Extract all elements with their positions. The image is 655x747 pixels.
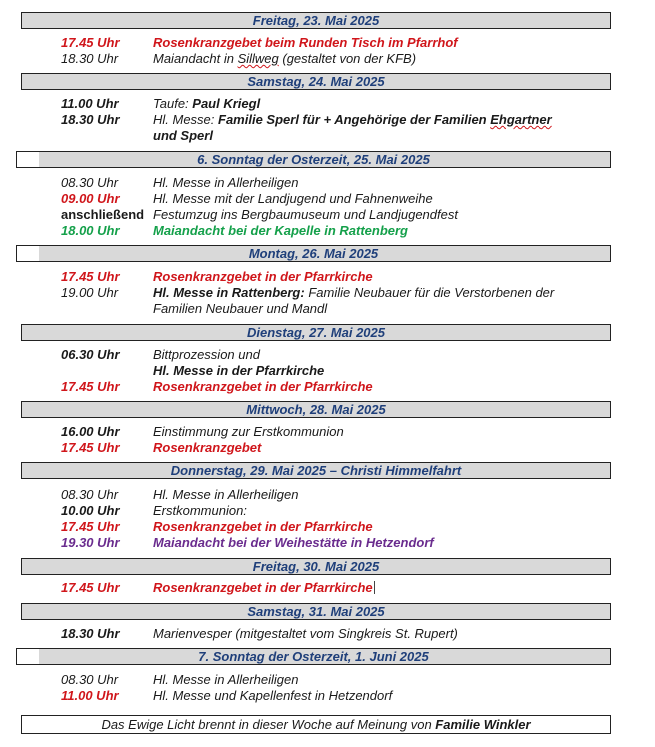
day-header: Montag, 26. Mai 2025	[16, 245, 611, 262]
schedule-entry	[0, 347, 655, 363]
entry-time: 11.00 Uhr	[61, 688, 119, 703]
day-header: Donnerstag, 29. Mai 2025 – Christi Himmelfahrt	[21, 462, 611, 479]
entry-description: Hl. Messe in Rattenberg: Familie Neubauer für die Verstorbenen der	[153, 285, 555, 300]
entry-time: 06.30 Uhr	[61, 347, 120, 362]
entry-description: Maiandacht bei der Weihestätte in Hetzendorf	[153, 535, 434, 550]
schedule-entry	[0, 363, 655, 379]
entry-time: 18.30 Uhr	[61, 626, 120, 641]
entry-time: 19.30 Uhr	[61, 535, 120, 550]
entry-time: 17.45 Uhr	[61, 35, 120, 50]
schedule-entry	[0, 223, 655, 239]
entry-description: Familien Neubauer und Mandl	[153, 301, 328, 316]
day-header: 6. Sonntag der Osterzeit, 25. Mai 2025	[16, 151, 611, 168]
schedule-entry-continuation	[0, 301, 655, 317]
entry-time: 18.00 Uhr	[61, 223, 120, 238]
schedule-entry	[0, 285, 655, 301]
entry-description: Rosenkranzgebet beim Runden Tisch im Pfarrhof	[153, 35, 458, 50]
entry-time: 18.30 Uhr	[61, 112, 120, 127]
entry-time: 10.00 Uhr	[61, 503, 120, 518]
entry-description: Hl. Messe in der Pfarrkirche	[153, 363, 325, 378]
schedule-entry	[0, 487, 655, 503]
entry-description: Rosenkranzgebet in der Pfarrkirche	[153, 580, 373, 595]
entry-description: Hl. Messe: Familie Sperl für + Angehörige der Familien Ehgartner	[153, 112, 552, 127]
entry-time: 17.45 Uhr	[61, 580, 120, 595]
schedule-entry	[0, 269, 655, 285]
eternal-light-notice: Das Ewige Licht brennt in dieser Woche auf Meinung von Familie Winkler	[21, 715, 611, 734]
entry-description: Hl. Messe in Allerheiligen	[153, 175, 299, 190]
entry-time: 18.30 Uhr	[61, 51, 119, 66]
entry-time: 09.00 Uhr	[61, 191, 120, 206]
schedule-entry	[0, 424, 655, 440]
day-header: Mittwoch, 28. Mai 2025	[21, 401, 611, 418]
schedule-entry-continuation	[0, 128, 655, 144]
entry-description: Hl. Messe in Allerheiligen	[153, 672, 299, 687]
entry-time: 17.45 Uhr	[61, 440, 120, 455]
day-header: Dienstag, 27. Mai 2025	[21, 324, 611, 341]
entry-time: 08.30 Uhr	[61, 487, 119, 502]
schedule-entry	[0, 207, 655, 223]
entry-description: Hl. Messe mit der Landjugend und Fahnenweihe	[153, 191, 433, 206]
entry-time: 17.45 Uhr	[61, 379, 120, 394]
entry-description: und Sperl	[153, 128, 213, 143]
schedule-entry	[0, 519, 655, 535]
entry-description: Hl. Messe in Allerheiligen	[153, 487, 299, 502]
entry-description: Rosenkranzgebet in der Pfarrkirche	[153, 379, 373, 394]
dedication-name: Familie Winkler	[435, 717, 531, 732]
schedule-entry	[0, 51, 655, 67]
text-cursor	[374, 581, 375, 594]
entry-description: Festumzug ins Bergbaumuseum und Landjugendfest	[153, 207, 458, 222]
entry-time: 19.00 Uhr	[61, 285, 119, 300]
entry-time: 17.45 Uhr	[61, 269, 120, 284]
entry-description: Hl. Messe und Kapellenfest in Hetzendorf	[153, 688, 393, 703]
schedule-entry	[0, 35, 655, 51]
schedule-entry	[0, 175, 655, 191]
entry-description: Einstimmung zur Erstkommunion	[153, 424, 344, 439]
day-header: Samstag, 24. Mai 2025	[21, 73, 611, 90]
day-header: Samstag, 31. Mai 2025	[21, 603, 611, 620]
entry-time: 17.45 Uhr	[61, 519, 120, 534]
entry-time: 08.30 Uhr	[61, 672, 119, 687]
schedule-entry	[0, 440, 655, 456]
entry-time: 11.00 Uhr	[61, 96, 119, 111]
entry-description: Marienvesper (mitgestaltet vom Singkreis St. Rupert)	[153, 626, 458, 641]
entry-description: Erstkommunion:	[153, 503, 247, 518]
day-header: Freitag, 30. Mai 2025	[21, 558, 611, 575]
schedule-entry	[0, 96, 655, 112]
schedule-entry	[0, 580, 655, 596]
schedule-entry	[0, 379, 655, 395]
schedule-entry	[0, 503, 655, 519]
schedule-entry	[0, 626, 655, 642]
entry-description: Rosenkranzgebet	[153, 440, 262, 455]
entry-description: Bittprozession und	[153, 347, 260, 362]
entry-time: 08.30 Uhr	[61, 175, 119, 190]
day-header: Freitag, 23. Mai 2025	[21, 12, 611, 29]
schedule-entry	[0, 112, 655, 128]
entry-description: Maiandacht in Sillweg (gestaltet von der KFB)	[153, 51, 417, 66]
entry-description: Maiandacht bei der Kapelle in Rattenberg	[153, 223, 408, 238]
schedule-entry	[0, 535, 655, 551]
entry-time: anschließend	[61, 207, 145, 222]
schedule-entry	[0, 688, 655, 704]
schedule-entry	[0, 191, 655, 207]
schedule-entry	[0, 672, 655, 688]
day-header: 7. Sonntag der Osterzeit, 1. Juni 2025	[16, 648, 611, 665]
entry-time: 16.00 Uhr	[61, 424, 120, 439]
entry-description: Rosenkranzgebet in der Pfarrkirche	[153, 519, 373, 534]
entry-description: Taufe: Paul Kriegl	[153, 96, 261, 111]
entry-description: Rosenkranzgebet in der Pfarrkirche	[153, 269, 373, 284]
